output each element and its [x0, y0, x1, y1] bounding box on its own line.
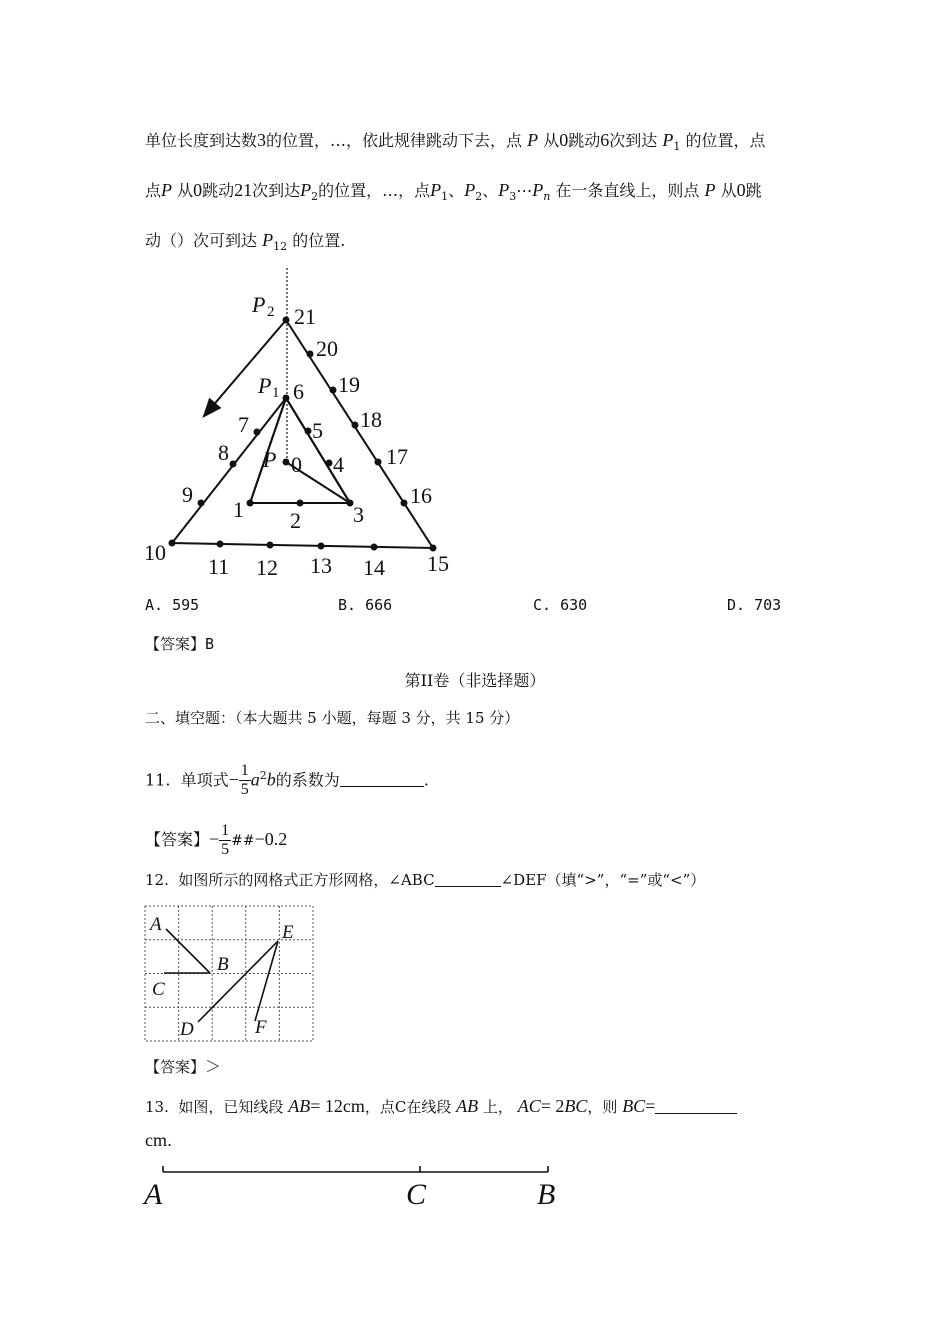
label-13: 13: [310, 553, 332, 578]
var-p1: P: [662, 130, 674, 150]
label-p0: P: [263, 447, 277, 472]
subscript: n: [543, 190, 551, 204]
text: = 12cm: [310, 1096, 365, 1116]
text: 、: [482, 181, 499, 200]
answer-value: ＞: [205, 1057, 222, 1076]
answer-12: [145, 1055, 221, 1079]
subscript: 2: [475, 190, 483, 204]
option-value: 595: [172, 596, 200, 614]
segment-label-a: A: [144, 1178, 163, 1211]
text: 跳: [745, 181, 762, 200]
label-17: 17: [386, 444, 408, 469]
text: 次到达: [609, 131, 658, 150]
label-p2: P: [252, 292, 266, 317]
text: 的位置，…，点: [318, 181, 431, 200]
answer-label: 【答案】: [145, 635, 206, 653]
segment-figure: [140, 1160, 570, 1212]
var-p: P: [430, 180, 442, 200]
label-3: 3: [353, 502, 364, 527]
answer-blank[interactable]: [340, 770, 424, 787]
label-11: 11: [208, 554, 230, 579]
spiral-path: [172, 320, 433, 548]
option-value: 666: [365, 596, 393, 614]
label-8: 8: [218, 440, 229, 465]
text: 从: [177, 181, 194, 200]
q10-line-3: [145, 228, 345, 259]
text: 次到达: [252, 181, 301, 200]
answer-value: −0.2: [254, 829, 288, 849]
text: 点: [145, 181, 162, 200]
var-ab: AB: [456, 1096, 479, 1116]
var-p: P: [527, 130, 539, 150]
section-title: 第II卷（非选择题）: [404, 671, 546, 690]
answer-11: [145, 815, 287, 863]
answer-10: [145, 632, 214, 656]
subscript: 12: [273, 240, 288, 254]
segment-label-c: C: [406, 1178, 427, 1211]
question-number: 13.: [145, 1098, 169, 1116]
answer-label: 【答案】: [145, 1058, 206, 1076]
number: 0: [193, 180, 203, 200]
section-header: 二、填空题：（本大题共 5 小题，每题 3 分，共 15 分）: [145, 709, 520, 727]
q10-line-1: [145, 128, 765, 159]
spiral-points: [169, 317, 437, 552]
text: 的位置.: [292, 231, 346, 250]
number: 3: [257, 130, 267, 150]
text: 如图所示的网格式正方形网格，∠ABC: [178, 871, 435, 889]
question-13-line-1: [145, 1094, 737, 1119]
text: 、: [448, 181, 465, 200]
subscript: 3: [509, 190, 517, 204]
numerator: 1: [221, 822, 230, 839]
var-p: P: [464, 180, 476, 200]
label-18: 18: [360, 407, 382, 432]
text: 的位置，…，依此规律跳动下去，点: [266, 131, 523, 150]
text: 在一条直线上，则点: [555, 181, 700, 200]
segment-label-b: B: [537, 1178, 556, 1211]
label-p1: P: [258, 373, 272, 398]
option-label: A.: [145, 596, 164, 614]
answer-blank[interactable]: [655, 1097, 737, 1114]
var-p: P: [498, 180, 510, 200]
question-number: 12.: [145, 871, 169, 889]
text: 的位置，点: [685, 131, 766, 150]
label-15: 15: [427, 551, 449, 576]
var-p: P: [161, 180, 173, 200]
text: .: [167, 1131, 173, 1150]
label-2: 2: [290, 508, 301, 533]
question-11: [145, 752, 429, 800]
fraction: [239, 762, 251, 799]
grid-label-a: A: [150, 914, 162, 935]
var-ac: AC: [517, 1096, 541, 1116]
grid-label-c: C: [152, 979, 165, 1000]
label-p2-sub: 2: [267, 304, 275, 320]
var-ab: AB: [288, 1096, 311, 1116]
minus-sign: −: [209, 829, 220, 849]
var-p2: P: [300, 180, 312, 200]
subscript: 1: [673, 140, 681, 154]
denominator: 5: [221, 841, 230, 858]
grid-label-e: E: [282, 922, 294, 943]
option-b[interactable]: [338, 596, 392, 614]
text: 动（）次可到达: [145, 231, 258, 250]
text: 单位长度到达数: [145, 131, 258, 150]
option-label: D.: [727, 596, 746, 614]
subscript: 1: [441, 190, 449, 204]
triangle-spiral-figure: [135, 262, 470, 587]
question-number: 11.: [145, 770, 171, 790]
number: 6: [600, 130, 610, 150]
text: ，点C在线段: [364, 1098, 452, 1116]
text: = 2: [540, 1096, 565, 1116]
var-a: a: [250, 769, 260, 790]
grid-label-b: B: [217, 954, 229, 975]
label-14: 14: [363, 555, 385, 580]
denominator: 5: [240, 781, 249, 799]
text: 跳动: [568, 131, 601, 150]
label-10: 10: [144, 540, 166, 565]
text: 如图，已知线段: [178, 1098, 284, 1116]
grid-figure: [140, 900, 320, 1046]
text: ，则: [587, 1098, 618, 1116]
label-1: 1: [233, 497, 244, 522]
question-12: [145, 868, 705, 892]
grid-label-d: D: [180, 1019, 194, 1040]
text: 从: [543, 131, 560, 150]
text: 跳动: [202, 181, 235, 200]
option-d[interactable]: [727, 596, 781, 614]
question-13-line-2: [145, 1128, 172, 1153]
label-0: 0: [291, 452, 302, 477]
subscript: 2: [311, 190, 319, 204]
label-16: 16: [410, 483, 432, 508]
answer-label: 【答案】: [145, 830, 210, 849]
unit: cm: [145, 1130, 167, 1150]
text: 从: [720, 181, 737, 200]
minus-sign: −: [228, 769, 239, 790]
superscript: 2: [259, 769, 267, 782]
numerator: 1: [240, 762, 249, 780]
text: 上，: [482, 1098, 513, 1116]
label-12: 12: [256, 555, 278, 580]
var-p: P: [532, 180, 544, 200]
label-19: 19: [338, 372, 360, 397]
var-p12: P: [262, 230, 274, 250]
q10-line-2: [145, 178, 762, 209]
answer-value: B: [205, 635, 215, 653]
var-p: P: [704, 180, 716, 200]
label-p1-sub: 1: [272, 385, 280, 401]
answer-blank[interactable]: [435, 870, 501, 887]
grid-label-f: F: [255, 1017, 267, 1038]
number: 0: [736, 180, 746, 200]
label-21: 21: [294, 304, 316, 329]
text: 的系数为: [275, 770, 340, 790]
text: 单项式: [180, 770, 229, 790]
label-6: 6: [293, 379, 304, 404]
text: ##: [231, 833, 255, 849]
text: =: [645, 1096, 656, 1116]
text: ⋯: [516, 181, 533, 200]
option-value: 703: [754, 596, 782, 614]
option-a[interactable]: [145, 596, 199, 614]
option-label: C.: [533, 596, 552, 614]
number: 21: [234, 180, 253, 200]
label-9: 9: [182, 482, 193, 507]
label-5: 5: [312, 418, 323, 443]
var-b: b: [266, 769, 276, 790]
label-4: 4: [333, 452, 344, 477]
option-label: B.: [338, 596, 357, 614]
var-bc: BC: [622, 1096, 646, 1116]
number: 0: [559, 130, 569, 150]
label-20: 20: [316, 336, 338, 361]
option-c[interactable]: [533, 596, 587, 614]
text: ∠DEF（填“>”，“=”或“<”）: [500, 871, 706, 889]
label-7: 7: [238, 412, 249, 437]
text: .: [423, 770, 429, 790]
fraction: [219, 822, 231, 859]
option-value: 630: [560, 596, 588, 614]
var-bc: BC: [564, 1096, 588, 1116]
